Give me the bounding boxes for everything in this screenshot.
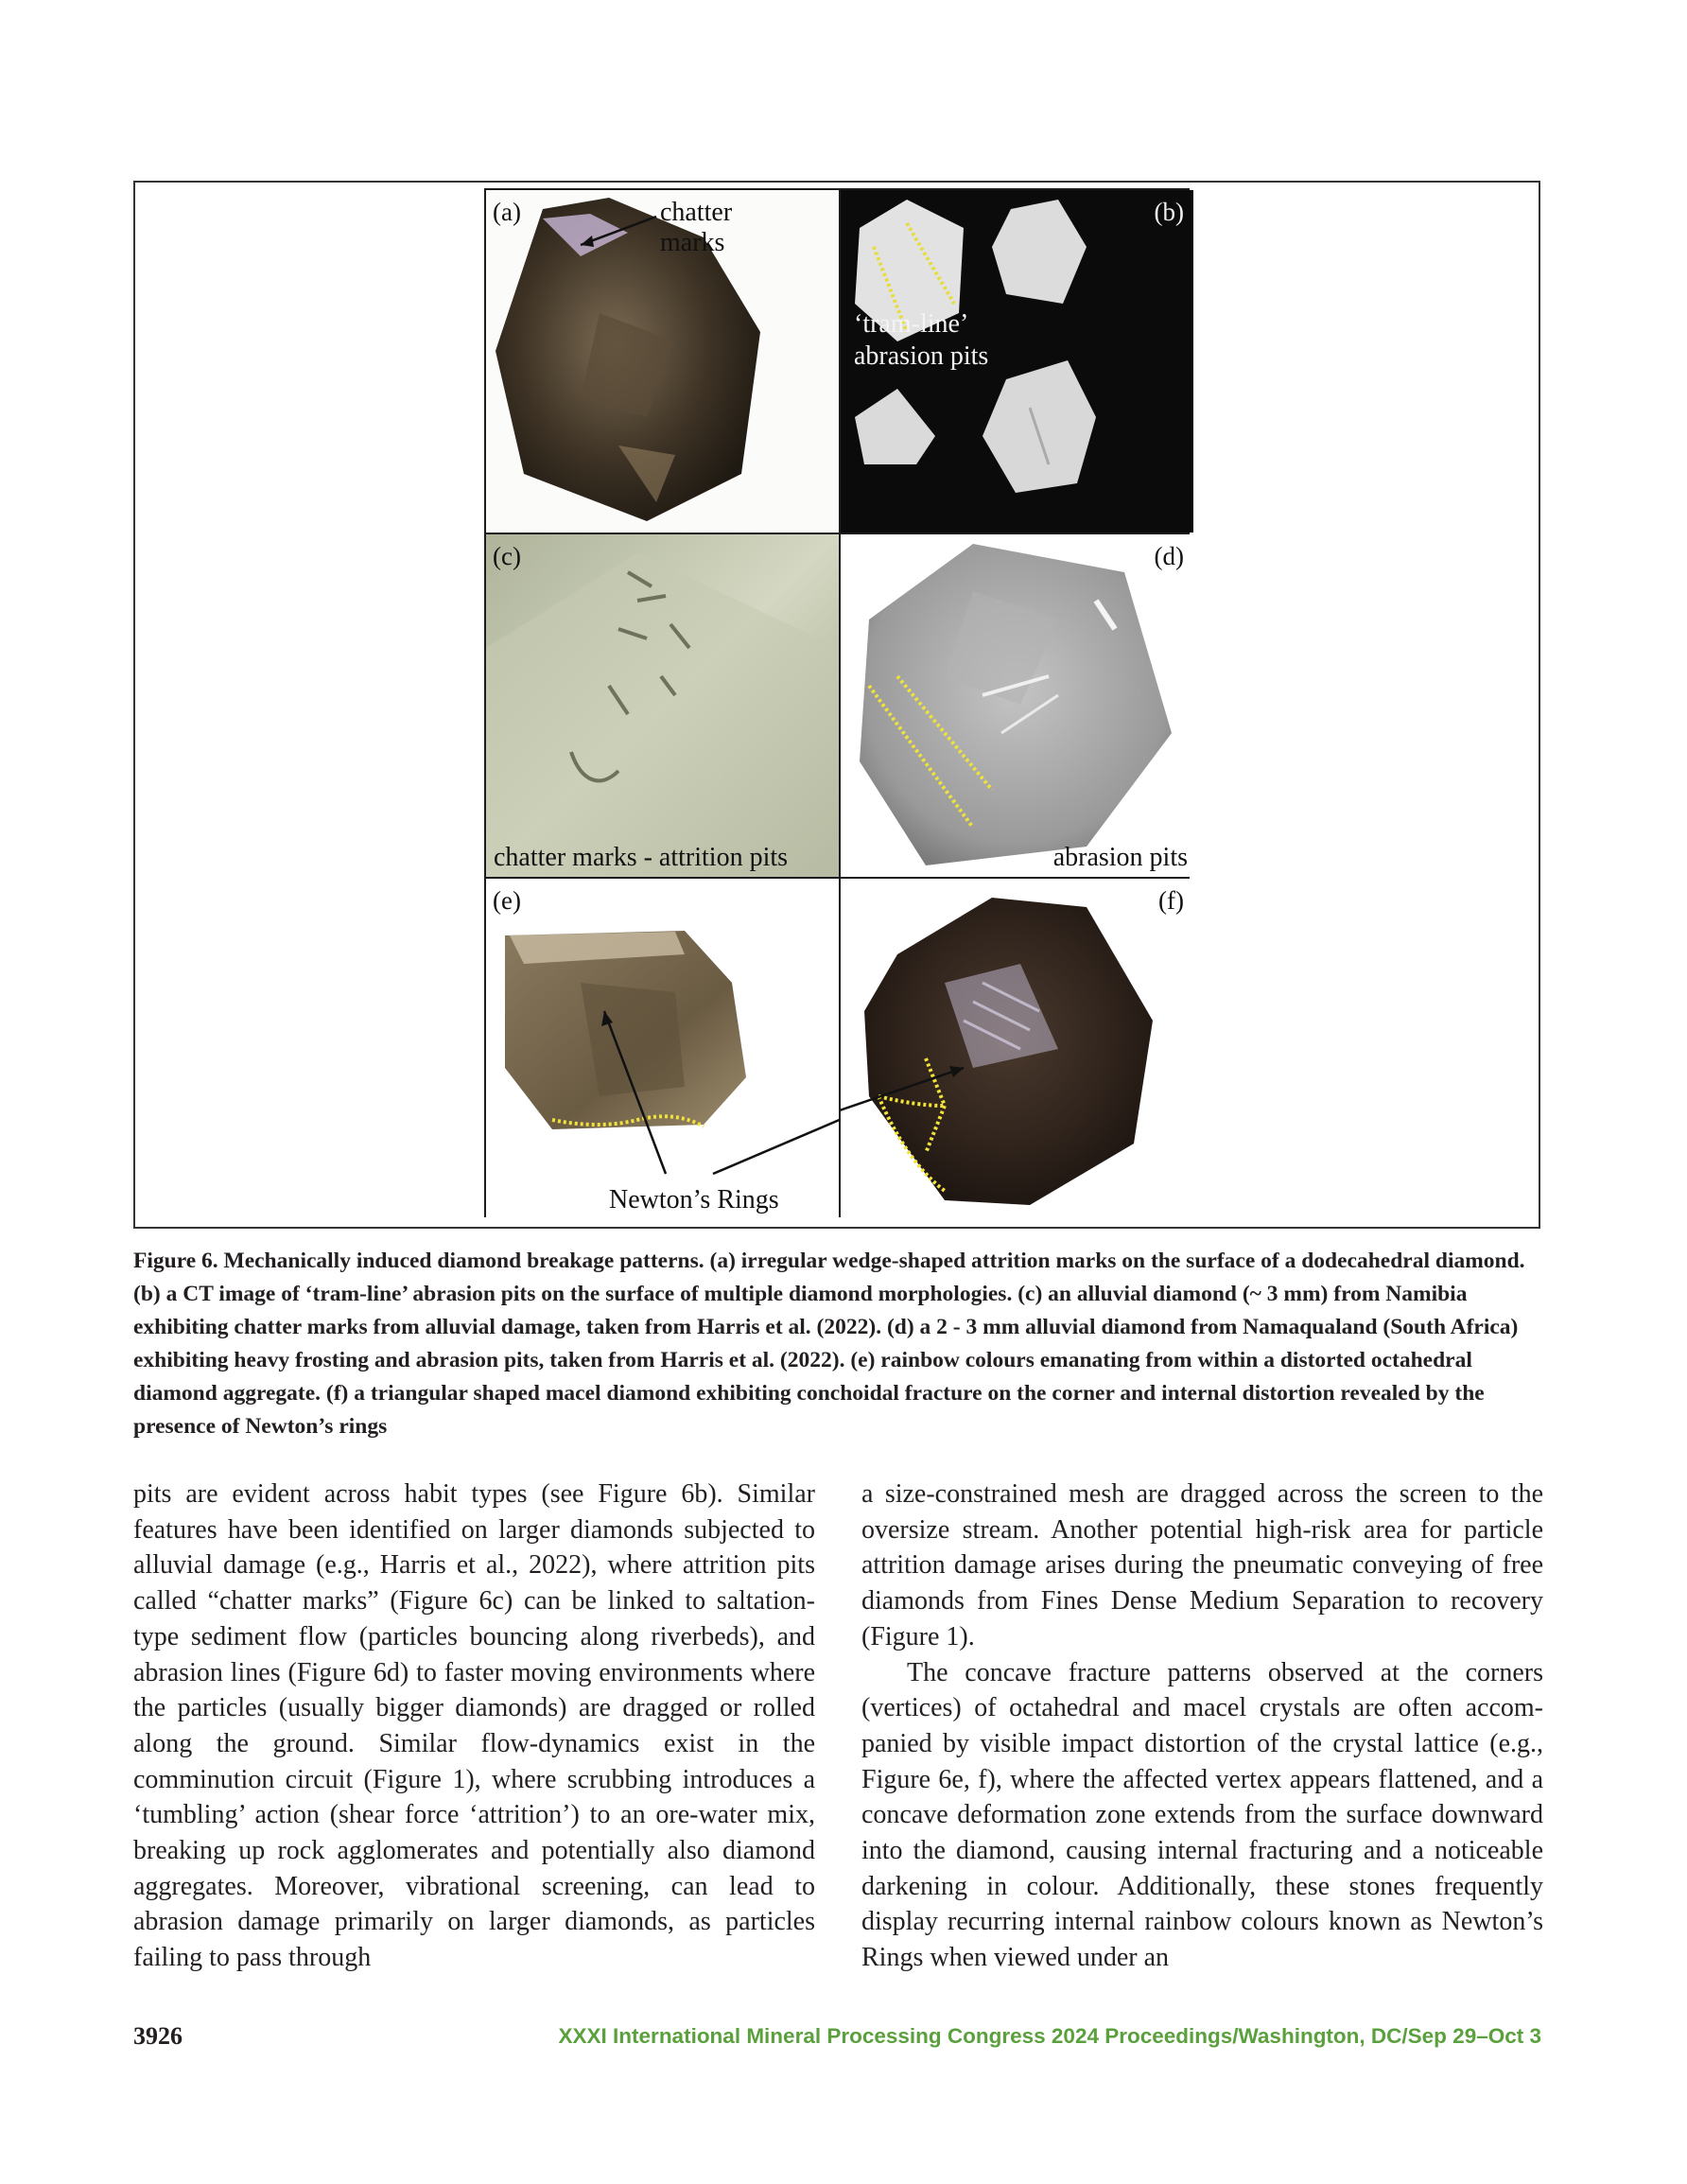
panel-a-annotation-chatter: chatter	[660, 198, 733, 227]
panel-f-diamond-photo	[841, 879, 1193, 1223]
panel-e	[486, 879, 839, 1223]
panel-b-annotation-abrasion: abrasion pits	[854, 341, 989, 371]
panel-c-diamond-photo	[486, 534, 839, 877]
panel-f	[841, 879, 1193, 1223]
panel-e-diamond-photo	[486, 879, 839, 1223]
panel-a-label: (a)	[493, 198, 521, 226]
panel-e-label: (e)	[493, 886, 521, 915]
figure-6-panels	[484, 188, 1190, 1217]
panel-d-annotation: abrasion pits	[1052, 842, 1188, 872]
body-right-paragraph-2: The concave fracture patterns observed at the corners (vertices) of octahedral and macel crystals are often accompanied by visible impact distortion of the crystal lattice (e.g., Figure 6e, f), where the affected vertex appears flattened, and a concave deformation zone extends from the surface downward into the diamond, causing internal fracturing and a noticeable darkening in colour. Additionally, these stones frequently display recurring internal rainbow colours known as Newton’s Rings when viewed under an	[861, 1657, 1543, 1973]
panel-b-label: (b)	[1154, 198, 1184, 226]
panel-a	[486, 190, 839, 533]
page-number: 3926	[133, 2022, 183, 2050]
body-left-paragraph: pits are evident across habit types (see Figure 6b). Similar features have been identified on larger diamonds subjected to alluvial damage (e.g., Harris et al., 2022), where attrition pits called “chatter marks” (Figure 6c) can be linked to saltation-type sediment flow (particles bouncing along riverbeds), and abrasion lines (Figure 6d) to faster moving environments where the particles (usually bigger diamonds) are dragged or rolled along the ground. Similar flow-dynamics exist in the comminution circuit (Figure 1), where scrubbing introduces a ‘tumbling’ action (shear force ‘attrition’) to an ore-water mix, breaking up rock agglomerates and potentially also diamond aggregates. Moreover, vibrational screening, can lead to abrasion damage primarily on larger diamonds, as particles failing to pass through	[133, 1479, 815, 1973]
panel-a-annotation-marks: marks	[660, 228, 725, 257]
panel-c-label: (c)	[493, 542, 521, 570]
panel-d	[841, 534, 1193, 877]
panel-d-diamond-photo	[841, 534, 1193, 877]
panel-c-annotation: chatter marks - attrition pits	[494, 842, 789, 872]
panel-f-label: (f)	[1158, 886, 1184, 915]
panel-b-annotation-tram-line: ‘tram-line’	[854, 309, 969, 339]
proceedings-title: XXXI International Mineral Processing Congress 2024 Proceedings/Washington, DC/Sep 29–Oct 3	[558, 2024, 1541, 2048]
body-left-column	[133, 1476, 815, 1976]
panel-d-label: (d)	[1154, 542, 1184, 570]
figure-caption: Figure 6. Mechanically induced diamond breakage patterns. (a) irregular wedge-shaped attrition marks on the surface of a dodecahedral diamond. (b) a CT image of ‘tram-line’ abrasion pits on the surface of multiple diamond morphologies. (c) an alluvial diamond (~ 3 mm) from Namibia exhibiting chatter marks from alluvial damage, taken from Harris et al. (2022). (d) a 2 - 3 mm alluvial diamond from Namaqualand (South Africa) exhibiting heavy frosting and abrasion pits, taken from Harris et al. (2022). (e) rainbow colours emanating from within a distorted octahedral diamond aggregate. (f) a triangular shaped macel diamond exhibiting conchoidal fracture on the corner and internal distortion revealed by the presence of Newton’s rings	[133, 1249, 1525, 1439]
panel-e-annotation: Newton’s Rings	[609, 1184, 779, 1214]
body-right-column	[861, 1476, 1543, 1976]
body-right-paragraph-1: a size-constrained mesh are dragged across the screen to the oversize stream. Another potential high-risk area for particle attrition damage arises during the pneumatic conveying of free diamonds from Fines Dense Medium Separation to recovery (Figure 1).	[861, 1479, 1543, 1651]
panel-c	[486, 534, 839, 877]
panel-b	[841, 190, 1193, 533]
